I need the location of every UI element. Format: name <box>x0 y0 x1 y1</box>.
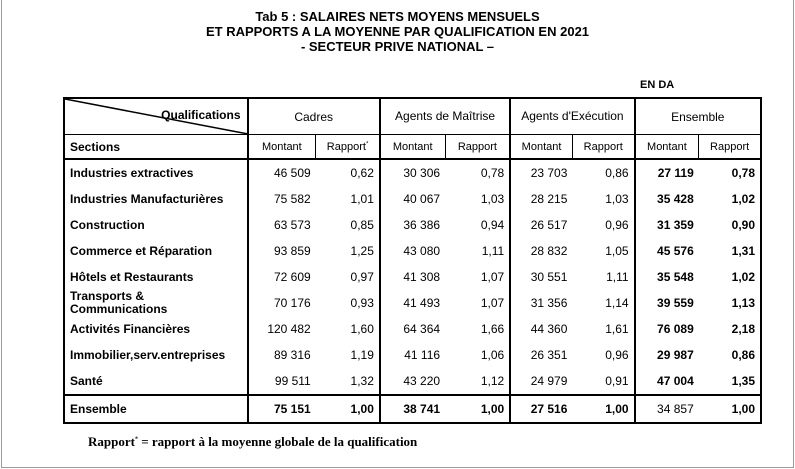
section-label: Industries Manufacturières <box>64 186 248 212</box>
value-cell: 1,31 <box>699 238 761 264</box>
value-cell: 1,25 <box>316 238 380 264</box>
value-cell: 1,07 <box>445 264 510 290</box>
total-cell: 34 857 <box>635 395 699 423</box>
value-cell: 0,97 <box>316 264 380 290</box>
value-cell: 70 176 <box>274 296 311 310</box>
value-cell: 1,14 <box>572 290 634 316</box>
total-cell: 1,00 <box>445 395 510 423</box>
value-cell: 24 979 <box>530 374 568 388</box>
section-label: Santé <box>64 368 248 395</box>
col-montant-cadres: Montant <box>248 135 316 160</box>
value-cell: 1,35 <box>699 368 761 395</box>
value-cell: 64 364 <box>403 322 441 336</box>
value-cell: 31 356 <box>530 296 568 310</box>
diagonal-header-cell <box>64 98 248 135</box>
col-rapport-cadres <box>316 135 380 160</box>
table-row <box>64 238 761 264</box>
group-agents-maitrise: Agents de Maîtrise <box>380 98 510 135</box>
title-line-1: Tab 5 : SALAIRES NETS MOYENS MENSUELS <box>255 9 540 24</box>
value-cell: 1,11 <box>572 264 634 290</box>
table-row <box>64 342 761 368</box>
value-cell: 1,61 <box>572 316 634 342</box>
value-cell: 43 220 <box>403 374 441 388</box>
value-cell: 26 351 <box>530 348 568 362</box>
value-cell: 45 576 <box>657 244 694 258</box>
value-cell: 28 832 <box>530 244 568 258</box>
table-row <box>64 212 761 238</box>
section-label: Industries extractives <box>64 159 248 186</box>
total-cell: 27 516 <box>510 395 572 423</box>
table-row <box>64 290 761 316</box>
table-row <box>64 368 761 395</box>
value-cell: 1,12 <box>445 368 510 395</box>
col-montant-execution: Montant <box>510 135 572 160</box>
value-cell: 0,62 <box>316 159 380 186</box>
value-cell: 75 582 <box>274 192 311 206</box>
group-ensemble: Ensemble <box>635 98 761 135</box>
table-row <box>64 316 761 342</box>
value-cell: 0,91 <box>572 368 634 395</box>
value-cell: 89 316 <box>274 348 311 362</box>
currency-unit: EN DA <box>640 79 675 91</box>
total-cell: 1,00 <box>316 395 380 423</box>
total-cell: 38 741 <box>380 395 445 423</box>
value-cell: 1,60 <box>316 316 380 342</box>
value-cell: 43 080 <box>403 244 441 258</box>
value-cell: 41 308 <box>403 270 441 284</box>
value-cell: 29 987 <box>657 348 694 362</box>
value-cell: 0,96 <box>572 342 634 368</box>
group-agents-execution: Agents d'Exécution <box>510 98 634 135</box>
section-label: Commerce et Réparation <box>64 238 248 264</box>
value-cell: 35 548 <box>657 270 694 284</box>
value-cell: 93 859 <box>274 244 311 258</box>
value-cell: 0,96 <box>572 212 634 238</box>
section-label: Activités Financières <box>64 316 248 342</box>
value-cell: 30 551 <box>530 270 568 284</box>
value-cell: 1,32 <box>316 368 380 395</box>
total-cell: 1,00 <box>572 395 634 423</box>
footnote-asterisk: * <box>134 436 138 443</box>
value-cell: 0,78 <box>699 159 761 186</box>
value-cell: 41 493 <box>403 296 441 310</box>
value-cell: 1,11 <box>445 238 510 264</box>
value-cell: 0,78 <box>445 159 510 186</box>
value-cell: 23 703 <box>530 166 568 180</box>
value-cell: 76 089 <box>657 322 694 336</box>
value-cell: 1,01 <box>316 186 380 212</box>
value-cell: 0,86 <box>572 159 634 186</box>
value-cell: 30 306 <box>403 166 441 180</box>
value-cell: 1,66 <box>445 316 510 342</box>
rapport-text: Rapport <box>326 140 366 153</box>
header-row-sub <box>64 135 761 160</box>
value-cell: 0,86 <box>699 342 761 368</box>
table-row <box>64 186 761 212</box>
value-cell: 1,03 <box>445 186 510 212</box>
value-cell: 1,03 <box>572 186 634 212</box>
rapport-asterisk: * <box>365 140 369 147</box>
group-cadres: Cadres <box>248 98 380 135</box>
value-cell: 35 428 <box>657 192 694 206</box>
value-cell: 1,02 <box>699 186 761 212</box>
value-cell: 1,19 <box>316 342 380 368</box>
value-cell: 0,93 <box>316 290 380 316</box>
value-cell: 40 067 <box>403 192 441 206</box>
section-label: Immobilier,serv.entreprises <box>64 342 248 368</box>
col-rapport-ensemble: Rapport <box>699 135 761 160</box>
col-rapport-maitrise: Rapport <box>445 135 510 160</box>
value-cell: 1,07 <box>445 290 510 316</box>
value-cell: 2,18 <box>699 316 761 342</box>
footnote-label: Rapport <box>88 434 135 449</box>
value-cell: 47 004 <box>657 374 694 388</box>
section-label: Hôtels et Restaurants <box>64 264 248 290</box>
value-cell: 0,90 <box>699 212 761 238</box>
col-montant-ensemble: Montant <box>635 135 699 160</box>
sections-label: Sections <box>64 135 248 160</box>
value-cell: 26 517 <box>530 218 568 232</box>
title-line-2: ET RAPPORTS A LA MOYENNE PAR QUALIFICATION EN 2021 <box>205 24 590 39</box>
value-cell: 0,94 <box>445 212 510 238</box>
value-cell: 1,13 <box>699 290 761 316</box>
value-cell: 27 119 <box>657 166 694 180</box>
total-cell: 1,00 <box>699 395 761 423</box>
value-cell: 1,06 <box>445 342 510 368</box>
table-body <box>64 159 761 395</box>
footnote-text: = rapport à la moyenne globale de la qualification <box>137 434 418 449</box>
table-title <box>0 9 795 54</box>
total-row <box>64 395 761 423</box>
value-cell: 0,85 <box>316 212 380 238</box>
value-cell: 39 559 <box>657 296 694 310</box>
value-cell: 36 386 <box>403 218 441 232</box>
table-row <box>64 159 761 186</box>
total-cell: 75 151 <box>248 395 316 423</box>
value-cell: 1,02 <box>699 264 761 290</box>
value-cell: 72 609 <box>274 270 311 284</box>
title-line-3: - SECTEUR PRIVE NATIONAL – <box>300 39 495 54</box>
table-row <box>64 264 761 290</box>
value-cell: 44 360 <box>530 322 568 336</box>
col-montant-maitrise: Montant <box>380 135 445 160</box>
col-rapport-execution: Rapport <box>572 135 634 160</box>
header-row-groups <box>64 98 761 135</box>
section-label: Transports & Communications <box>64 290 248 316</box>
footnote <box>88 434 417 450</box>
value-cell: 1,05 <box>572 238 634 264</box>
section-label: Construction <box>64 212 248 238</box>
value-cell: 41 116 <box>404 348 441 362</box>
salary-table <box>63 97 762 424</box>
qualifications-label: Qualifications <box>161 108 241 122</box>
value-cell: 99 511 <box>274 374 311 388</box>
value-cell: 28 215 <box>530 192 568 206</box>
value-cell: 46 509 <box>274 166 311 180</box>
value-cell: 63 573 <box>274 218 311 232</box>
value-cell: 120 482 <box>267 322 311 336</box>
value-cell: 31 359 <box>657 218 694 232</box>
total-label: Ensemble <box>64 395 248 423</box>
